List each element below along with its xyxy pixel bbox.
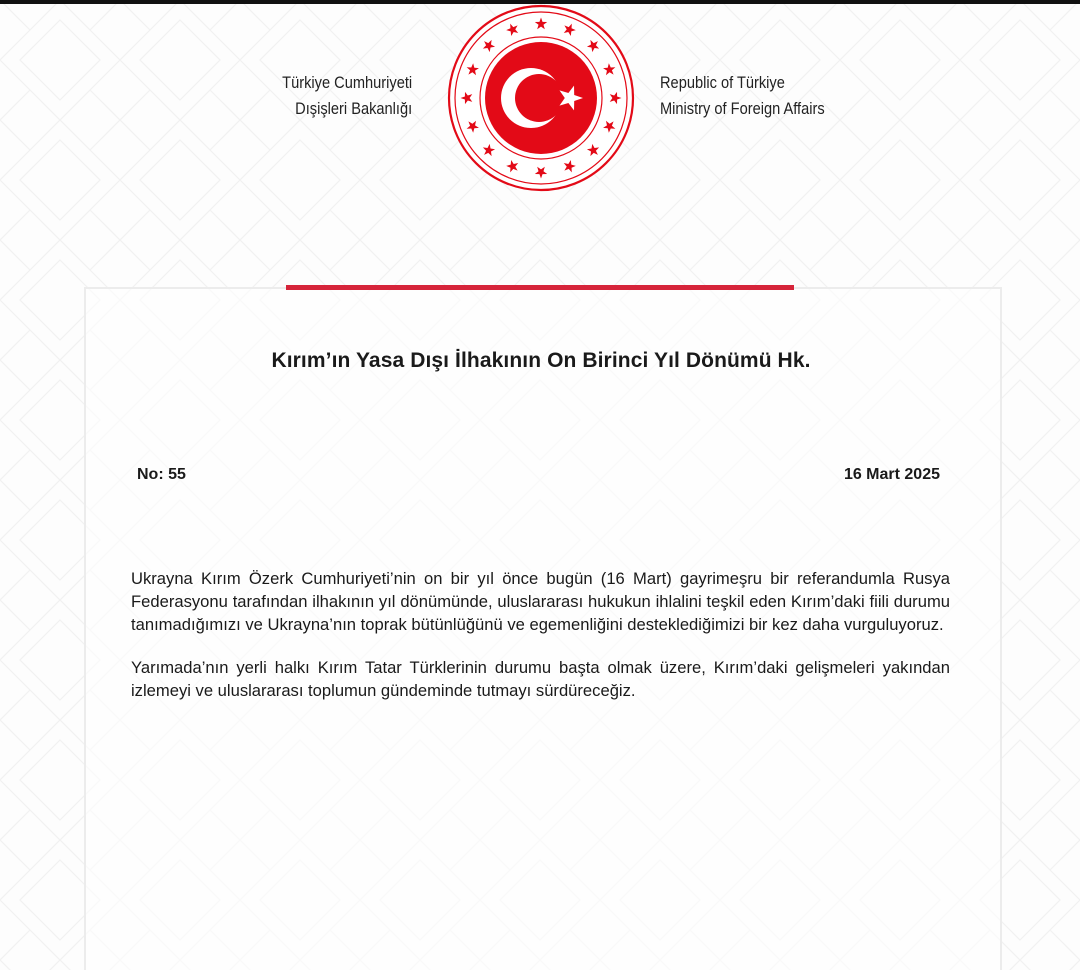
body-paragraph-1: Ukrayna Kırım Özerk Cumhuriyeti’nin on bir yıl önce bugün (16 Mart) gayrimeşru bir referandumla Rusya Federasyonu tarafından ilhakının yıl dönümünde, uluslararası hukukun ihlalini teşkil eden Kırım’daki fiili durumu tanımadığımızı ve Ukrayna’nın toprak bütünlüğünü ve egemenliğini desteklediğimizi bir kez daha vurguluyoruz. (131, 569, 950, 634)
document-number: No: 55 (137, 466, 186, 483)
ministry-tr-line2: Dışişleri Bakanlığı (294, 99, 412, 118)
title-divider (286, 285, 794, 290)
ministry-name-english (660, 70, 825, 122)
body-paragraph-2: Yarımada’nın yerli halkı Kırım Tatar Türklerinin durumu başta olmak üzere, Kırım’daki gelişmeleri yakından izlemeyi ve uluslararası toplumun gündeminde tutmayı sürdüreceğiz. (131, 658, 950, 700)
ministry-seal-icon (446, 3, 636, 193)
ministry-name-turkish (282, 70, 412, 122)
ministry-en-line2: Ministry of Foreign Affairs (660, 99, 825, 118)
ministry-tr-line1: Türkiye Cumhuriyeti (282, 73, 412, 92)
ministry-en-line1: Republic of Türkiye (660, 73, 785, 92)
document-title: Kırım’ın Yasa Dışı İlhakının On Birinci Yıl Dönümü Hk. (271, 349, 811, 372)
document-date: 16 Mart 2025 (843, 466, 940, 483)
document-body (131, 567, 950, 722)
